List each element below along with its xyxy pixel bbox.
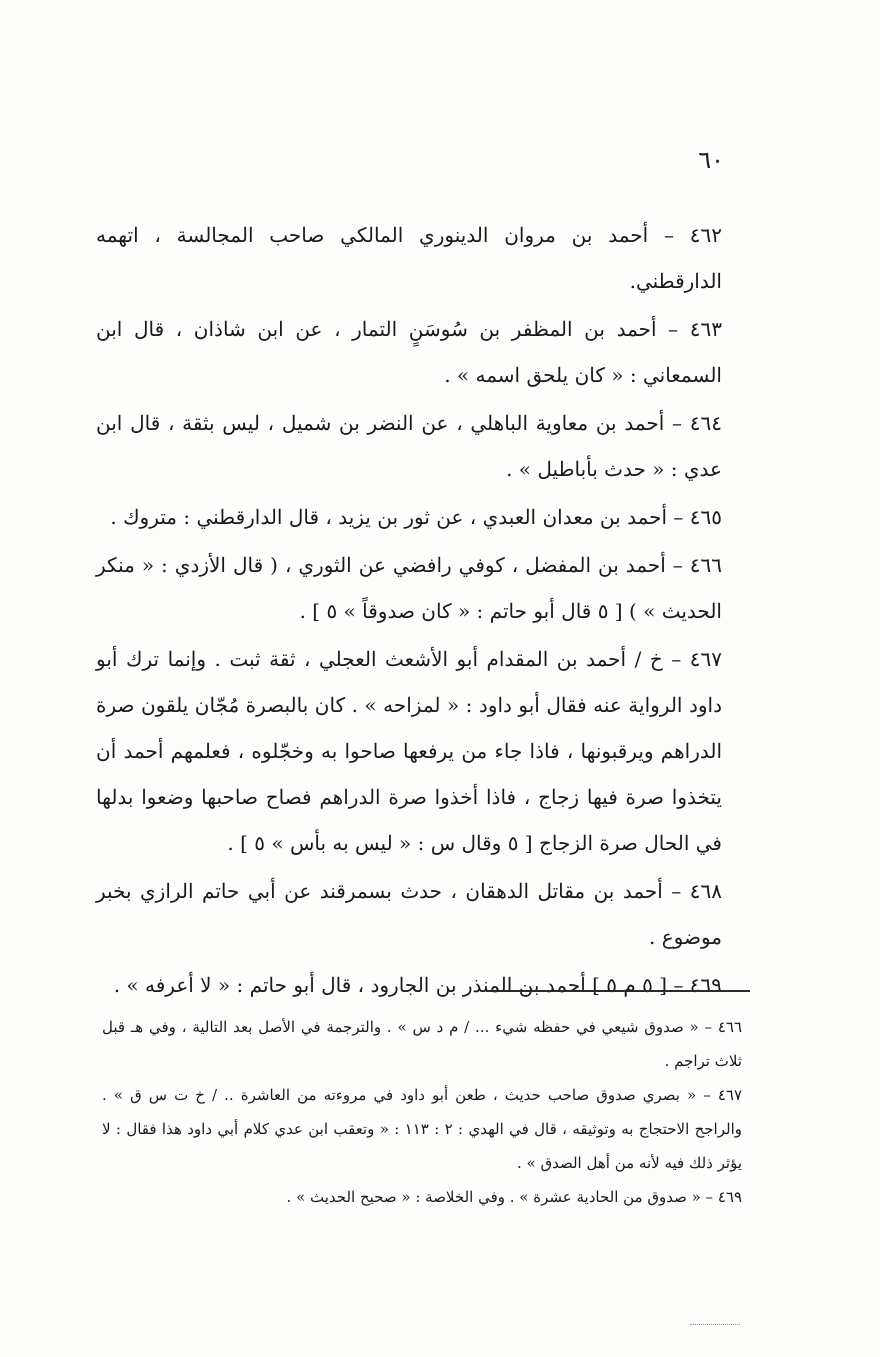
- footnote-466: ٤٦٦ – « صدوق شيعي في حفظه شيء ... / م د س » . والترجمة في الأصل بعد التالية ، وفي هـ قبل ثلاث تراجم .: [102, 1018, 742, 1070]
- entry-467: ٤٦٧ – خ / أحمد بن المقدام أبو الأشعث العجلي ، ثقة ثبت . وإنما ترك أبو داود الرواية عنه فقال أبو داود : « لمزاحه » . كان بالبصرة مُجّان يلقون صرة الدراهم ويرقبونها ، فاذا جاء من يرفعها صاحوا به وخجّلوه ، فعلمهم أحمد أن يتخذوا صرة فيها زجاج ، فاذا أخذوا صرة الدراهم فصاح صاحبها وضعوا بدلها في الحال صرة الزجاج [ ٥ وقال س : « ليس به بأس » ٥ ] .: [96, 647, 722, 855]
- entry-462: ٤٦٢ – أحمد بن مروان الدينوري المالكي صاحب المجالسة ، اتهمه الدارقطني.: [96, 223, 722, 293]
- entry-464: ٤٦٤ – أحمد بن معاوية الباهلي ، عن النضر بن شميل ، ليس بثقة ، قال ابن عدي : « حدث بأباطيل » .: [96, 411, 722, 481]
- entry-465: ٤٦٥ – أحمد بن معدان العبدي ، عن ثور بن يزيد ، قال الدارقطني : متروك .: [110, 505, 722, 529]
- entry-469: ٤٦٩ – [ ٥ م ٥ ] أحمد بن المنذر بن الجارود ، قال أبو حاتم : « لا أعرفه » .: [113, 973, 722, 997]
- footnotes: [102, 1010, 742, 1214]
- footnote-467: ٤٦٧ – « بصري صدوق صاحب حديث ، طعن أبو داود في مروءته من العاشرة .. / خ ت س ق » . والراجح الاحتجاج به وتوثيقه ، قال في الهدي : ٢ : ١١٣ : « وتعقب ابن عدي كلام أبي داود هذا فقال : لا يؤثر ذلك فيه لأنه من أهل الصدق » .: [102, 1086, 742, 1172]
- entry-463: ٤٦٣ – أحمد بن المظفر بن سُوسَنٍ التمار ، عن ابن شاذان ، قال ابن السمعاني : « كان يلحق اسمه » .: [96, 317, 722, 387]
- scan-mark: [690, 1318, 740, 1325]
- footnote-divider: [486, 990, 750, 992]
- entry-468: ٤٦٨ – أحمد بن مقاتل الدهقان ، حدث بسمرقند عن أبي حاتم الرازي بخبر موضوع .: [96, 879, 722, 949]
- main-text: [96, 212, 722, 1010]
- footnote-469: ٤٦٩ – « صدوق من الحادية عشرة » . وفي الخلاصة : « صحيح الحديث » .: [286, 1188, 742, 1206]
- entry-466: ٤٦٦ – أحمد بن المفضل ، كوفي رافضي عن الثوري ، ( قال الأزدي : « منكر الحديث » ) [ ٥ قال أبو حاتم : « كان صدوقاً » ٥ ] .: [96, 553, 722, 623]
- page-number: ٦٠: [698, 146, 724, 174]
